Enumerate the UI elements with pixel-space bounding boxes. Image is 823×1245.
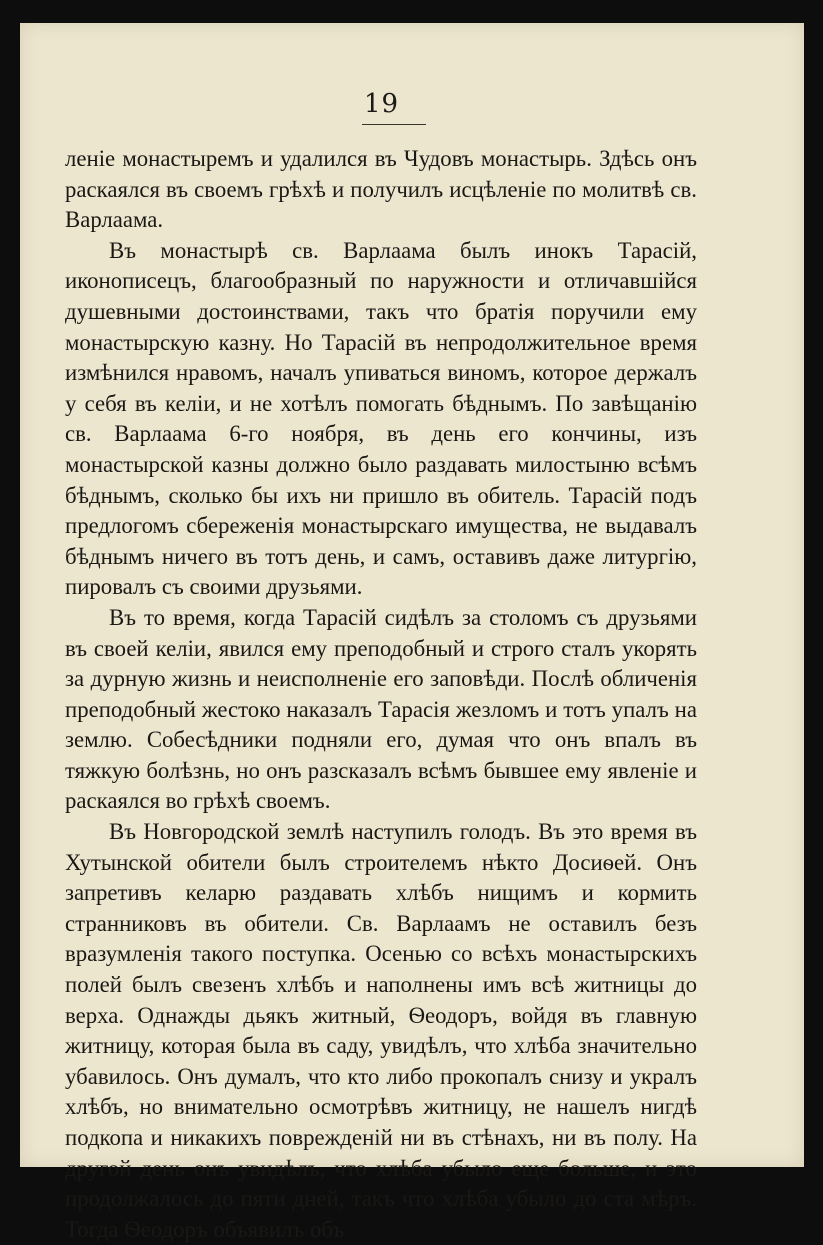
paragraph-2: Въ монастырѣ св. Варлаама былъ инокъ Тарасiй, иконописецъ, благообразный по наружности и отличавшiйся душевными достоинствами, такъ что братiя поручили ему монастырскую казну. Но Тарасiй въ непродолжительное время измѣнился нравомъ, началъ упиваться виномъ, которое держалъ у себя въ келiи, и не хотѣлъ помогать бѣднымъ. По завѣщанiю св. Варлаама 6-го ноября, въ день его кончины, изъ монастырской казны должно было раздавать милостыню всѣмъ бѣднымъ, сколько бы ихъ ни пришло въ обитель. Тарасiй подъ предлогомъ сбереженiя монастырскаго имущества, не выдавалъ бѣднымъ ничего въ тотъ день, и самъ, оставивъ даже литургiю, пировалъ съ своими друзьями. xyxy=(65,237,697,600)
paragraph-3: Въ то время, когда Тарасiй сидѣлъ за столомъ съ друзьями въ своей келiи, явился ему преподобный и строго сталъ укорять за дурную жизнь и неисполненiе его заповѣди. Послѣ обличенiя преподобный жестоко наказалъ Тарасiя жезломъ и тотъ упалъ на землю. Собесѣдники подняли его, думая что онъ впалъ въ тяжкую болѣзнь, но онъ разсказалъ всѣмъ бывшее ему явленiе и раскаялся во грѣхѣ своемъ. xyxy=(65,604,697,814)
paragraph-1: ленiе монастыремъ и удалился въ Чудовъ монастырь. Здѣсь онъ раскаялся въ своемъ грѣхѣ и получилъ исцѣленiе по молитвѣ св. Варлаама. xyxy=(65,146,697,233)
page-number-rule xyxy=(362,124,426,125)
page-number: 19 xyxy=(363,89,400,119)
book-page xyxy=(20,23,804,1242)
paragraph-4: Въ Новгородской землѣ наступилъ голодъ. Въ это время въ Хутынской обители былъ строителемъ нѣкто Досиѳей. Онъ запретивъ келарю раздавать хлѣбъ нищимъ и кормить странниковъ въ обители. Св. Варлаамъ не оставилъ безъ вразумленiя такого поступка. Осенью со всѣхъ монастырскихъ полей былъ свезенъ хлѣбъ и наполнены имъ всѣ житницы до верха. Однажды дьякъ житный, Ѳеодоръ, войдя въ главную житницу, которая была въ саду, увидѣлъ, что хлѣба значительно убавилось. Онъ думалъ, что кто либо прокопалъ снизу и укралъ хлѣбъ, но внимательно осмотрѣвъ житницу, не нашелъ нигдѣ подкопа и никакихъ поврежденiй ни въ стѣнахъ, ни въ полу. На другой день онъ увидѣлъ, что хлѣба убыло еще больше, и это продолжалось до пяти дней, такъ что хлѣба убыло до ста мѣръ. Тогда Ѳеодоръ объявилъ объ xyxy=(65,819,697,1242)
body-text xyxy=(65,144,697,1245)
